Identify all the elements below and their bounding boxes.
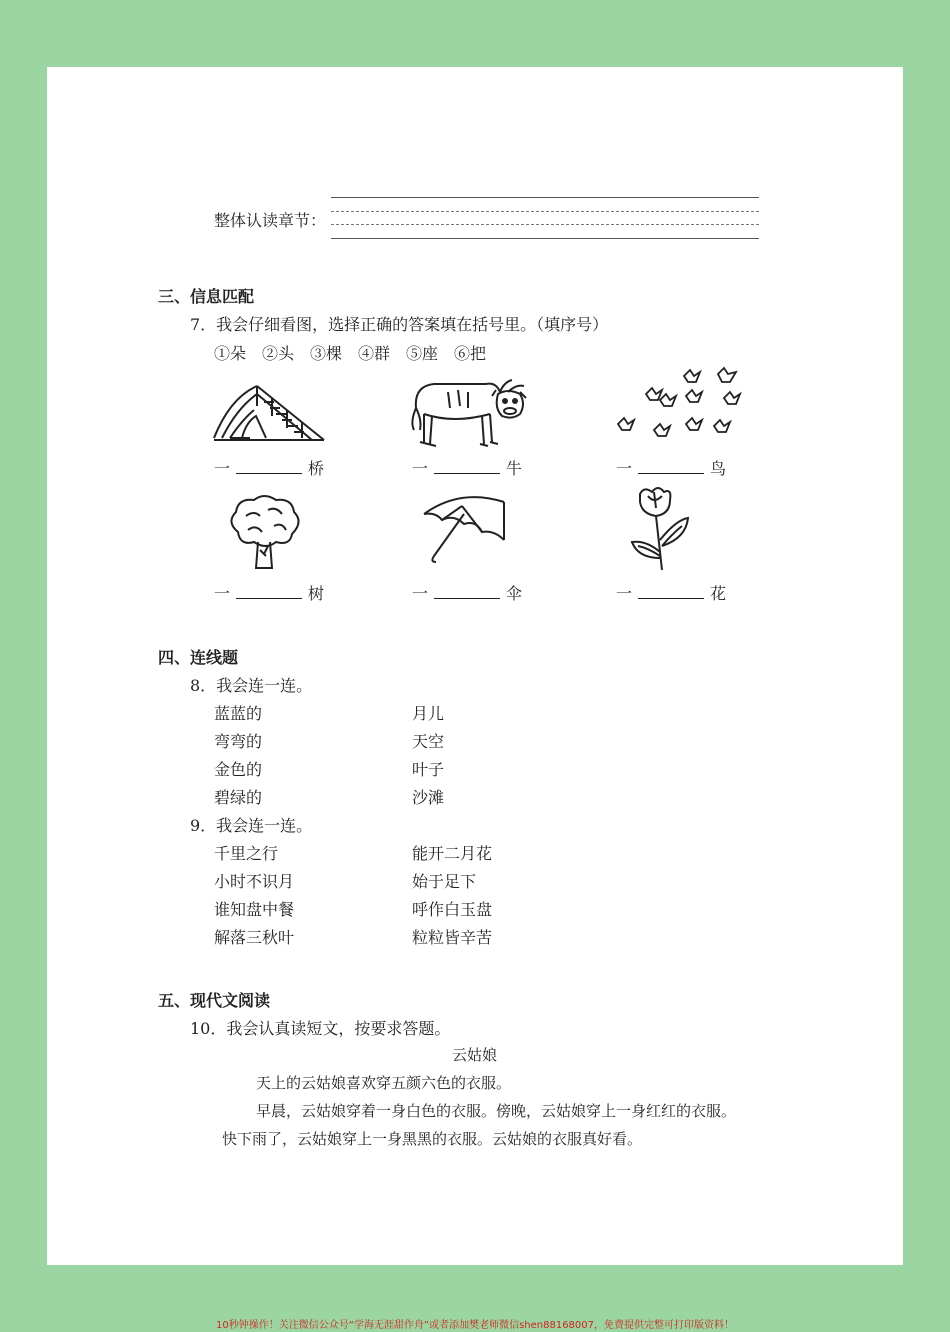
answer-blank-bridge[interactable]: [236, 459, 302, 474]
blank-bridge: [214, 456, 324, 479]
measure-prefix: 一: [616, 584, 633, 603]
q9-left-4: 解落三秋叶: [214, 928, 295, 947]
answer-blank-umbrella[interactable]: [434, 584, 500, 599]
writing-line-dash-2: [331, 224, 759, 225]
answer-blank-cow[interactable]: [434, 459, 500, 474]
writing-line-top: [331, 197, 759, 198]
writing-line-dash-1: [331, 211, 759, 212]
question-7: 7．我会仔细看图，选择正确的答案填在括号里。（填序号）: [190, 315, 609, 334]
noun-flower: 花: [710, 584, 727, 603]
q8-left-4: 碧绿的: [214, 788, 263, 807]
promo-footer: 10秒钟操作！关注微信公众号“学海无涯甜作舟”或者添加樊老师微信shen88168007，免费提供完整可打印版资料！: [215, 1320, 735, 1331]
question-7-options: ①朵 ②头 ③棵 ④群 ⑤座 ⑥把: [214, 344, 487, 363]
section3-heading: 三、信息匹配: [158, 287, 255, 306]
question-8: 8．我会连一连。: [190, 676, 313, 695]
noun-umbrella: 伞: [506, 584, 523, 603]
q8-right-1: 月儿: [412, 704, 445, 723]
question-9: 9．我会连一连。: [190, 816, 313, 835]
q9-left-1: 千里之行: [214, 844, 279, 863]
q8-left-2: 弯弯的: [214, 732, 263, 751]
q9-right-1: 能开二月花: [412, 844, 493, 863]
bridge-icon: [212, 380, 327, 445]
blank-umbrella: [412, 581, 522, 604]
story-line-1: 天上的云姑娘喜欢穿五颜六色的衣服。: [256, 1074, 512, 1092]
noun-bridge: 桥: [308, 459, 325, 478]
measure-prefix: 一: [616, 459, 633, 478]
q8-right-4: 沙滩: [412, 788, 445, 807]
blank-tree: [214, 581, 324, 604]
writing-line-bottom: [331, 238, 759, 239]
reading-section-label: 整体认读章节：: [214, 211, 327, 230]
measure-prefix: 一: [412, 584, 429, 603]
birds-icon: [612, 366, 747, 446]
question-10: 10．我会认真读短文，按要求答题。: [190, 1019, 451, 1038]
noun-cow: 牛: [506, 459, 523, 478]
answer-blank-flower[interactable]: [638, 584, 704, 599]
q9-right-4: 粒粒皆辛苦: [412, 928, 493, 947]
answer-blank-tree[interactable]: [236, 584, 302, 599]
measure-prefix: 一: [214, 584, 231, 603]
section4-heading: 四、连线题: [158, 648, 239, 667]
measure-prefix: 一: [214, 459, 231, 478]
q8-left-1: 蓝蓝的: [214, 704, 263, 723]
measure-prefix: 一: [412, 459, 429, 478]
section5-heading: 五、现代文阅读: [158, 991, 271, 1010]
blank-flower: [616, 581, 726, 604]
q9-right-2: 始于足下: [412, 872, 477, 891]
noun-tree: 树: [308, 584, 325, 603]
answer-blank-birds[interactable]: [638, 459, 704, 474]
story-line-2: 早晨，云姑娘穿着一身白色的衣服。傍晚，云姑娘穿上一身红红的衣服。: [256, 1102, 737, 1120]
q8-right-2: 天空: [412, 732, 445, 751]
blank-birds: [616, 456, 726, 479]
flower-icon: [626, 484, 696, 574]
q8-left-3: 金色的: [214, 760, 263, 779]
noun-birds: 鸟: [710, 459, 727, 478]
umbrella-icon: [420, 494, 515, 569]
q9-left-2: 小时不识月: [214, 872, 295, 891]
story-title: 云姑娘: [452, 1046, 498, 1064]
q8-right-3: 叶子: [412, 760, 445, 779]
cow-icon: [408, 374, 530, 448]
q9-right-3: 呼作白玉盘: [412, 900, 493, 919]
story-line-3: 快下雨了，云姑娘穿上一身黑黑的衣服。云姑娘的衣服真好看。: [222, 1130, 643, 1148]
q9-left-3: 谁知盘中餐: [214, 900, 295, 919]
blank-cow: [412, 456, 522, 479]
tree-icon: [224, 492, 304, 572]
